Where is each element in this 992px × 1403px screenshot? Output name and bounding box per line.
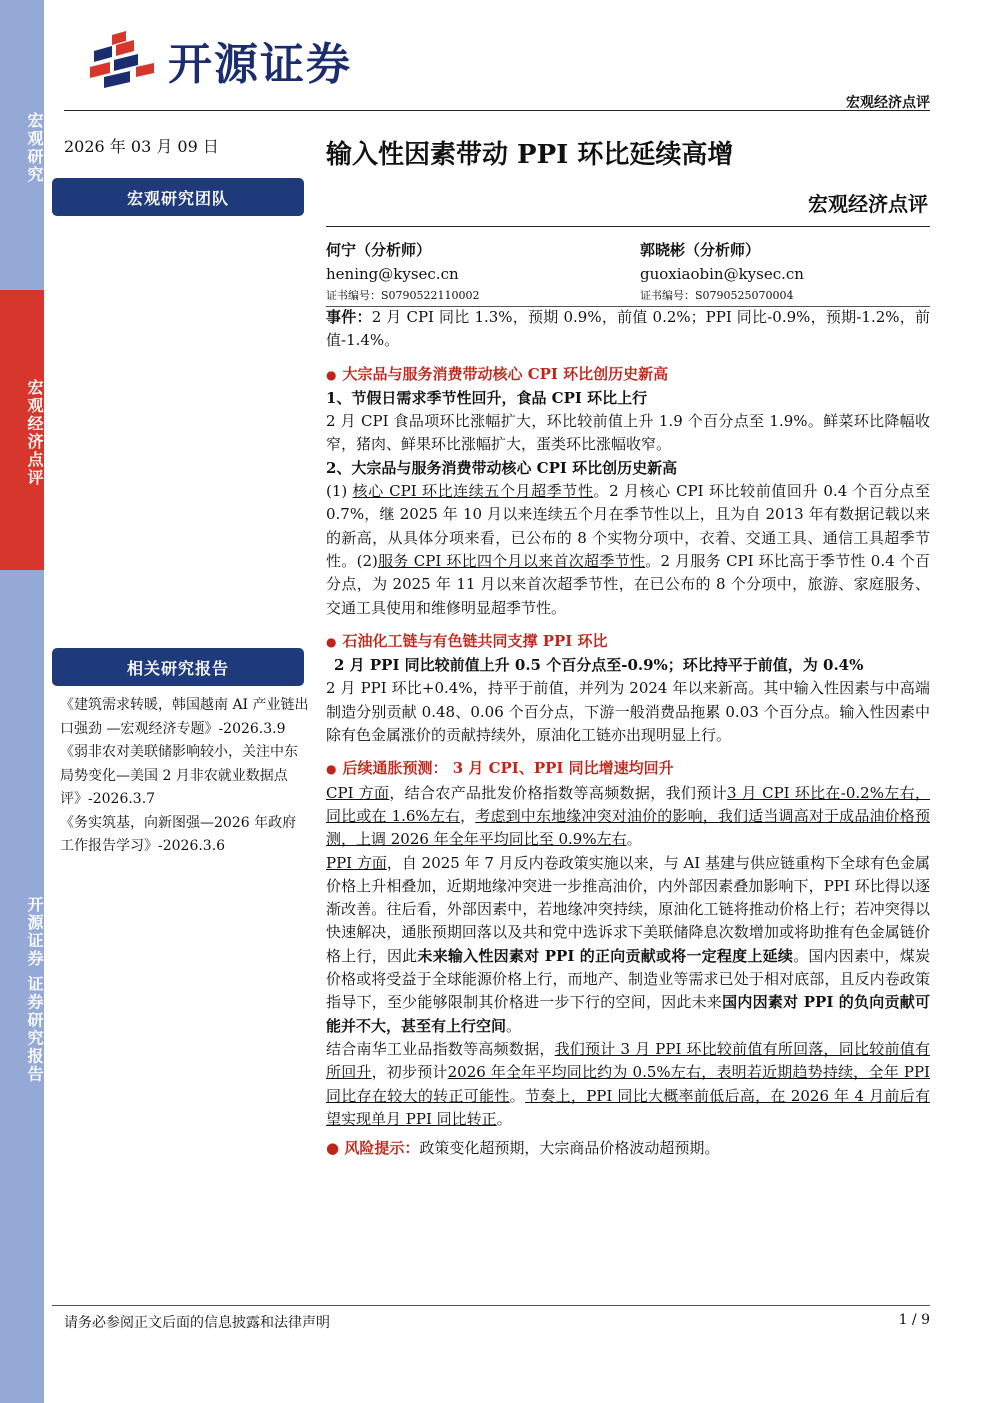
underlined-text: 我们预计 3 月 PPI 环比较前值有所回落，同比较前值有所回升 bbox=[326, 1039, 930, 1082]
paragraph-food-cpi: 2 月 CPI 食品项环比涨幅扩大，环比较前值上升 1.9 个百分点至 1.9%。鲜菜环比降幅收窄，猪肉、鲜果环比涨幅扩大，蛋类环比涨幅收窄。 bbox=[326, 412, 930, 454]
risk-bullet-icon: ● bbox=[326, 1139, 345, 1158]
subheading-3: 2 月 PPI 同比较前值上升 0.5 个百分点至-0.9%；环比持平于前值，为 0.4% bbox=[334, 656, 864, 675]
underlined-text: 服务 CPI 环比四个月以来首次超季节性 bbox=[377, 551, 646, 570]
header-category: 宏观经济点评 bbox=[846, 95, 930, 111]
logo-text: 开源证券 bbox=[168, 39, 352, 90]
bold-text: 国内因素对 PPI 的负向贡献可能并不大，甚至有上行空间 bbox=[326, 993, 930, 1035]
analyst-name: 何宁（分析师） bbox=[326, 241, 432, 259]
bold-text: 未来输入性因素对 PPI 的正向贡献或将一定程度上延续 bbox=[417, 946, 794, 965]
header-divider bbox=[64, 110, 930, 111]
list-item[interactable]: 《弱非农对美联储影响较小，关注中东局势变化—美国 2 月非农就业数据点评》-2026.3.7 bbox=[60, 744, 298, 807]
underlined-text: 核心 CPI 环比连续五个月超季节性 bbox=[352, 482, 594, 501]
underlined-text: 考虑到中东地缘冲突对油价的影响，我们适当调高对于成品油价格预测，上调 2026 年全年平均同比至 0.9%左右 bbox=[326, 806, 930, 849]
event-label: 事件： bbox=[326, 308, 372, 326]
title-divider bbox=[326, 226, 930, 227]
text-run: 。 bbox=[496, 1109, 512, 1128]
side-strip-middle: 宏观经济点评 bbox=[0, 290, 44, 570]
analyst-email[interactable]: guoxiaobin@kysec.cn bbox=[640, 265, 804, 283]
text-run: (1) bbox=[326, 482, 353, 501]
paragraph-cpi-forecast bbox=[326, 782, 930, 852]
analyst-cert: 证书编号：S0790525070004 bbox=[640, 289, 794, 302]
side-strip-bottom: 开源证券 证券研究报告 bbox=[0, 570, 44, 1403]
footer-disclaimer: 请务必参阅正文后面的信息披露和法律声明 bbox=[64, 1315, 330, 1331]
underlined-text: CPI 方面 bbox=[326, 783, 390, 802]
subheading-1: 1、节假日需求季节性回升，食品 CPI 环比上行 bbox=[326, 388, 648, 407]
event-paragraph bbox=[326, 306, 930, 353]
text-run: ，自 2025 年 7 月反内卷政策实施以来，与 AI 基建与供应链重构下全球有色金属价格上升相叠加，近期地缘冲突进一步推高油价，内外部因素叠加影响下，PPI 环比得以逐渐改善。往后看，外部因素中，若地缘冲突持续，原油化工链将推动价格上行；若冲突得以快速解决，通胀预期回落以及共和党中选诉求下美联储降息次数增加或将助推有色金属链价格上行，因此 bbox=[326, 853, 930, 965]
analyst-2 bbox=[640, 238, 804, 306]
risk-label: 风险提示： bbox=[344, 1139, 420, 1158]
analyst-1 bbox=[326, 238, 480, 306]
paragraph-core-cpi bbox=[326, 480, 930, 620]
event-text: 2 月 CPI 同比 1.3%，预期 0.9%，前值 0.2%；PPI 同比-0.9%，预期-1.2%，前值-1.4%。 bbox=[326, 308, 930, 350]
page-number: 1 / 9 bbox=[898, 1312, 930, 1328]
section-bullet-3: ● 后续通胀预测： 3 月 CPI、PPI 同比增速均回升 bbox=[326, 757, 930, 781]
text-run: 。国内因素中，煤炭价格或将受益于全球能源价格上行，而地产、制造业等需求已处于相对底部，且反内卷政策指导下，至少能够限制其价格进一步下行的空间，因此未来 bbox=[326, 946, 930, 1012]
side-strip bbox=[0, 0, 44, 1403]
underlined-text: 2026 年全年平均同比约为 0.5%左右，表明若近期趋势持续，全年 PPI 同比存在较大的转正可能性 bbox=[326, 1063, 930, 1105]
paragraph-ppi-forecast bbox=[326, 852, 930, 1038]
page-subtitle: 宏观经济点评 bbox=[808, 192, 928, 216]
section-bullet-2: ● 石油化工链与有色链共同支撑 PPI 环比 bbox=[326, 630, 930, 654]
risk-paragraph bbox=[326, 1137, 930, 1160]
underlined-text: 节奏上，PPI 同比大概率前低后高，在 2026 年 4 月前后有望实现单月 PPI 同比转正 bbox=[326, 1086, 930, 1128]
text-run: 结合南华工业品指数等高频数据， bbox=[326, 1039, 555, 1058]
paragraph-nanhua bbox=[326, 1038, 930, 1131]
list-item[interactable]: 《建筑需求转暖，韩国越南 AI 产业链出口强劲 —宏观经济专题》-2026.3.9 bbox=[60, 697, 309, 737]
text-run: 。2 月服务 CPI 环比高于季节性 0.4 个百分点，为 2025 年 11 月以来首次超季节性，在已公布的 8 个分项中，旅游、家庭服务、交通工具使用和维修明显超季节性。 bbox=[326, 551, 930, 617]
team-box: 宏观研究团队 bbox=[52, 178, 304, 216]
text-run: ，结合农产品批发价格指数等高频数据，我们预计 bbox=[389, 783, 727, 802]
text-run: 。 bbox=[626, 830, 642, 849]
analyst-email[interactable]: hening@kysec.cn bbox=[326, 265, 459, 283]
related-reports-list bbox=[60, 694, 310, 859]
paragraph-ppi: 2 月 PPI 环比+0.4%，持平于前值，并列为 2024 年以来新高。其中输入性因素与中高端制造分别贡献 0.48、0.06 个百分点，下游一般消费品拖累 0.03 个百分点。输入性因素中除有色金属涨价的贡献持续外，原油化工链亦出现明显上行。 bbox=[326, 679, 930, 745]
text-run: 。 bbox=[506, 1016, 522, 1035]
text-run: ，初步预计 bbox=[371, 1063, 448, 1082]
related-reports-title: 相关研究报告 bbox=[52, 648, 304, 686]
text-run: 。 bbox=[509, 1086, 525, 1105]
underlined-text: PPI 方面 bbox=[326, 853, 387, 872]
subheading-2: 2、大宗品与服务消费带动核心 CPI 环比创历史新高 bbox=[326, 458, 678, 477]
risk-text: 政策变化超预期，大宗商品价格波动超预期。 bbox=[419, 1139, 720, 1158]
analyst-name: 郭晓彬（分析师） bbox=[640, 241, 761, 259]
list-item[interactable]: 《务实筑基，向新图强—2026 年政府工作报告学习》-2026.3.6 bbox=[60, 814, 297, 854]
underlined-text: 3 月 CPI 环比在-0.2%左右，同比或在 1.6%左右 bbox=[326, 783, 930, 825]
page-title: 输入性因素带动 PPI 环比延续高增 bbox=[326, 140, 734, 170]
report-date: 2026 年 03 月 09 日 bbox=[64, 137, 219, 156]
text-run: ， bbox=[460, 806, 476, 825]
analyst-cert: 证书编号：S0790522110002 bbox=[326, 289, 480, 302]
text-run: 。2 月核心 CPI 环比较前值回升 0.4 个百分点至 0.7%，继 2025 年 10 月以来连续五个月在季节性以上，且为自 2013 年有数据记载以来的新高，从具体分项来看，已公布的 8 个实物分项中，衣着、交通工具、通信工具超季节性。(2) bbox=[326, 482, 930, 570]
side-strip-top: 宏观研究 bbox=[0, 0, 44, 290]
logo bbox=[82, 28, 352, 92]
section-bullet-1: ● 大宗品与服务消费带动核心 CPI 环比创历史新高 bbox=[326, 363, 930, 387]
footer-divider bbox=[52, 1305, 930, 1306]
main-body bbox=[326, 306, 930, 1160]
kysec-logo-icon bbox=[82, 29, 162, 91]
